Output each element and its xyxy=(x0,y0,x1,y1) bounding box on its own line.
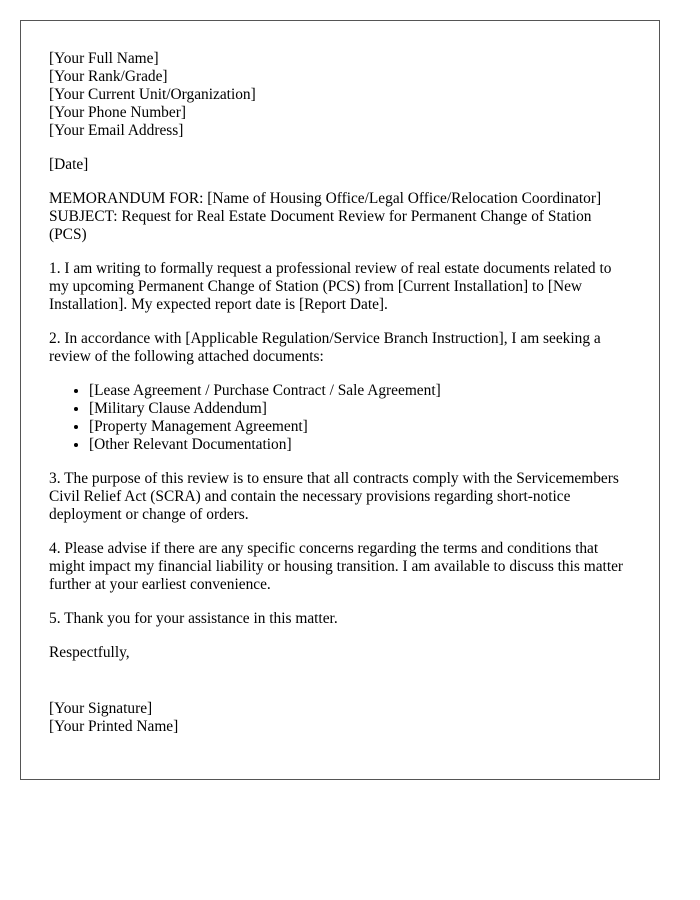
document-list xyxy=(49,382,631,454)
sender-phone: [Your Phone Number] xyxy=(49,104,186,121)
paragraph-5: 5. Thank you for your assistance in this matter. xyxy=(49,610,338,627)
list-item: • [Property Management Agreement] xyxy=(89,418,631,436)
sender-name: [Your Full Name] xyxy=(49,50,159,67)
letter-date: [Date] xyxy=(49,156,89,173)
sender-block xyxy=(49,50,631,140)
list-item: • [Military Clause Addendum] xyxy=(89,400,631,418)
signature-line: [Your Signature] xyxy=(49,700,153,717)
sender-rank: [Your Rank/Grade] xyxy=(49,68,168,85)
paragraph-1: 1. I am writing to formally request a professional review of real estate documents related to my upcoming Permanent Change of Station (PCS) from [Current Installation] to [New Installation]. My expected report date is [Report Date]. xyxy=(49,260,612,313)
paragraph-4: 4. Please advise if there are any specific concerns regarding the terms and conditions that might impact my financial liability or housing transition. I am available to discuss this matter further at your earliest convenience. xyxy=(49,540,624,593)
sender-email: [Your Email Address] xyxy=(49,122,184,139)
closing: Respectfully, xyxy=(49,644,130,661)
memo-for: MEMORANDUM FOR: [Name of Housing Office/Legal Office/Relocation Coordinator] xyxy=(49,190,602,207)
sender-unit: [Your Current Unit/Organization] xyxy=(49,86,256,103)
memo-header xyxy=(49,190,631,244)
paragraph-3: 3. The purpose of this review is to ensure that all contracts comply with the Servicemembers Civil Relief Act (SCRA) and contain the necessary provisions regarding short-notice deployment or change of orders. xyxy=(49,470,619,523)
paragraph-2: 2. In accordance with [Applicable Regulation/Service Branch Instruction], I am seeking a review of the following attached documents: xyxy=(49,330,601,365)
list-item: • [Lease Agreement / Purchase Contract / Sale Agreement] xyxy=(89,382,631,400)
letter-page xyxy=(20,20,660,780)
printed-name: [Your Printed Name] xyxy=(49,718,179,735)
memo-subject: SUBJECT: Request for Real Estate Document Review for Permanent Change of Station (PCS) xyxy=(49,208,592,243)
signature-block xyxy=(49,700,631,736)
list-item: • [Other Relevant Documentation] xyxy=(89,436,631,454)
